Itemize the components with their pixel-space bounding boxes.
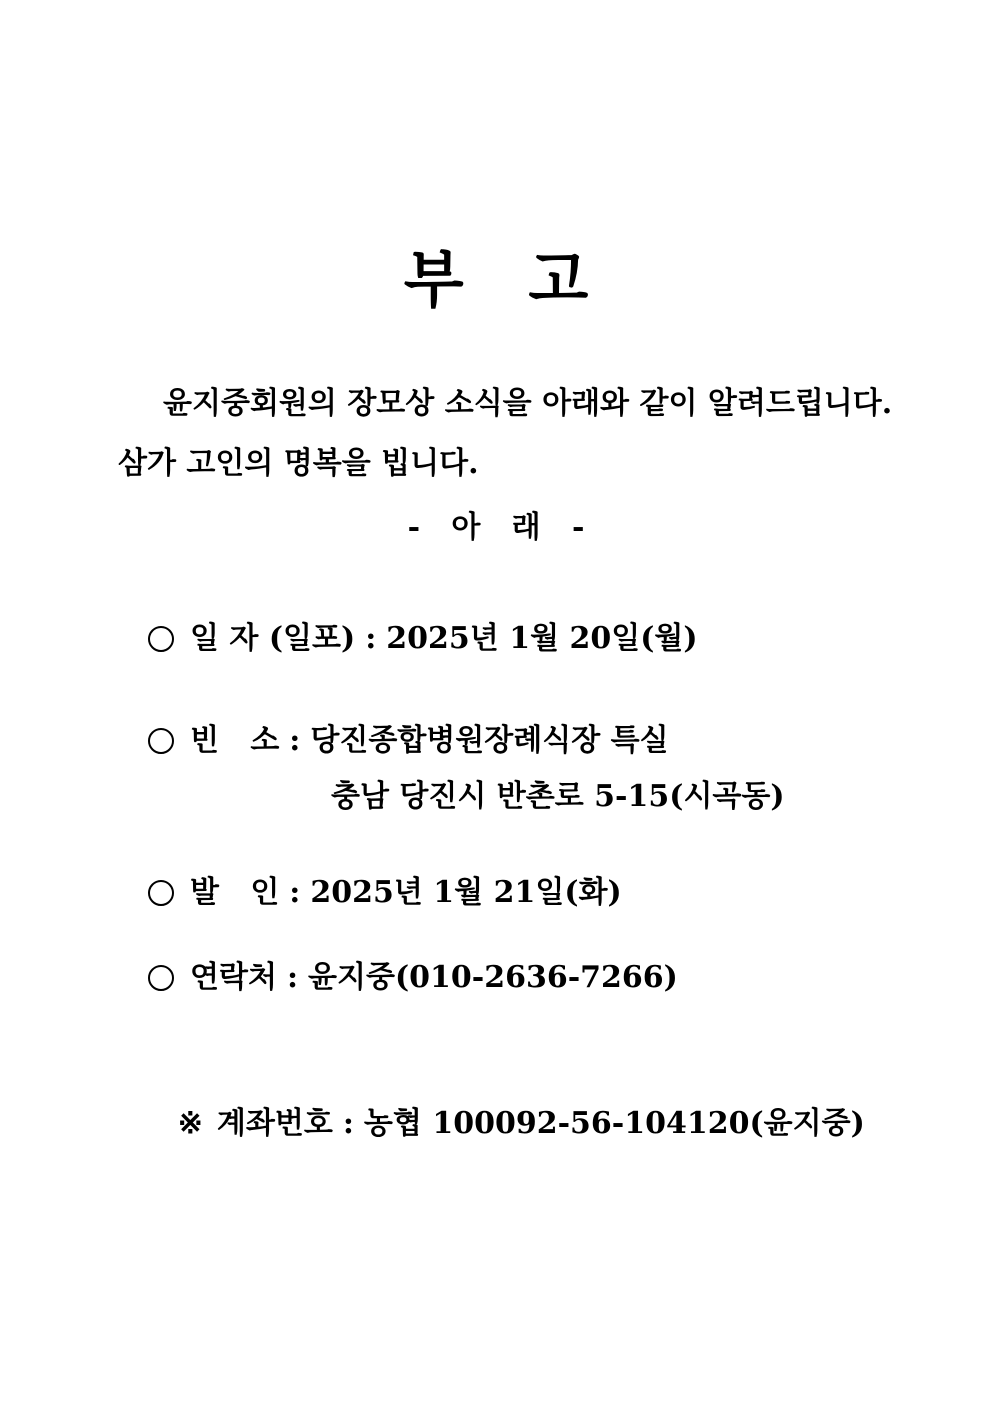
item-burial: [148, 873, 622, 913]
intro-line-1: 윤지중회원의 장모상 소식을 아래와 같이 알려드립니다.: [163, 386, 893, 421]
account-label: 계좌번호: [216, 1106, 333, 1141]
item-contact-value: 윤지중(010-2636-7266): [308, 960, 678, 995]
item-place-address: 충남 당진시 반촌로 5-15(시곡동): [331, 779, 785, 814]
circle-bullet-icon: [148, 728, 174, 754]
item-burial-separator: :: [289, 875, 301, 910]
item-burial-value: 2025년 1월 21일(화): [310, 875, 622, 910]
item-date-label: 일 자 (일포): [190, 621, 356, 656]
item-place-separator: :: [289, 723, 301, 758]
item-place-label: 빈 소: [190, 723, 280, 758]
circle-bullet-icon: [148, 626, 174, 652]
page-title: 부 고: [403, 243, 589, 316]
item-place-value: 당진종합병원장례식장 특실: [310, 723, 669, 758]
item-date-value: 2025년 1월 20일(월): [386, 621, 698, 656]
intro-line-2: 삼가 고인의 명복을 빕니다.: [118, 446, 479, 481]
item-burial-label: 발 인: [190, 875, 280, 910]
item-place: [148, 721, 669, 761]
account-separator: :: [342, 1106, 354, 1141]
item-contact-separator: :: [286, 960, 299, 995]
below-heading: - 아 래 -: [407, 510, 585, 545]
item-date-separator: :: [365, 621, 377, 656]
circle-bullet-icon: [148, 880, 174, 906]
account-value: 농협 100092-56-104120(윤지중): [363, 1106, 865, 1141]
item-date: [148, 619, 698, 659]
account-info: [136, 1064, 865, 1184]
item-contact: [148, 958, 678, 998]
reference-mark-icon: ※: [177, 1106, 203, 1141]
item-contact-label: 연락처: [190, 960, 277, 995]
circle-bullet-icon: [148, 965, 174, 991]
